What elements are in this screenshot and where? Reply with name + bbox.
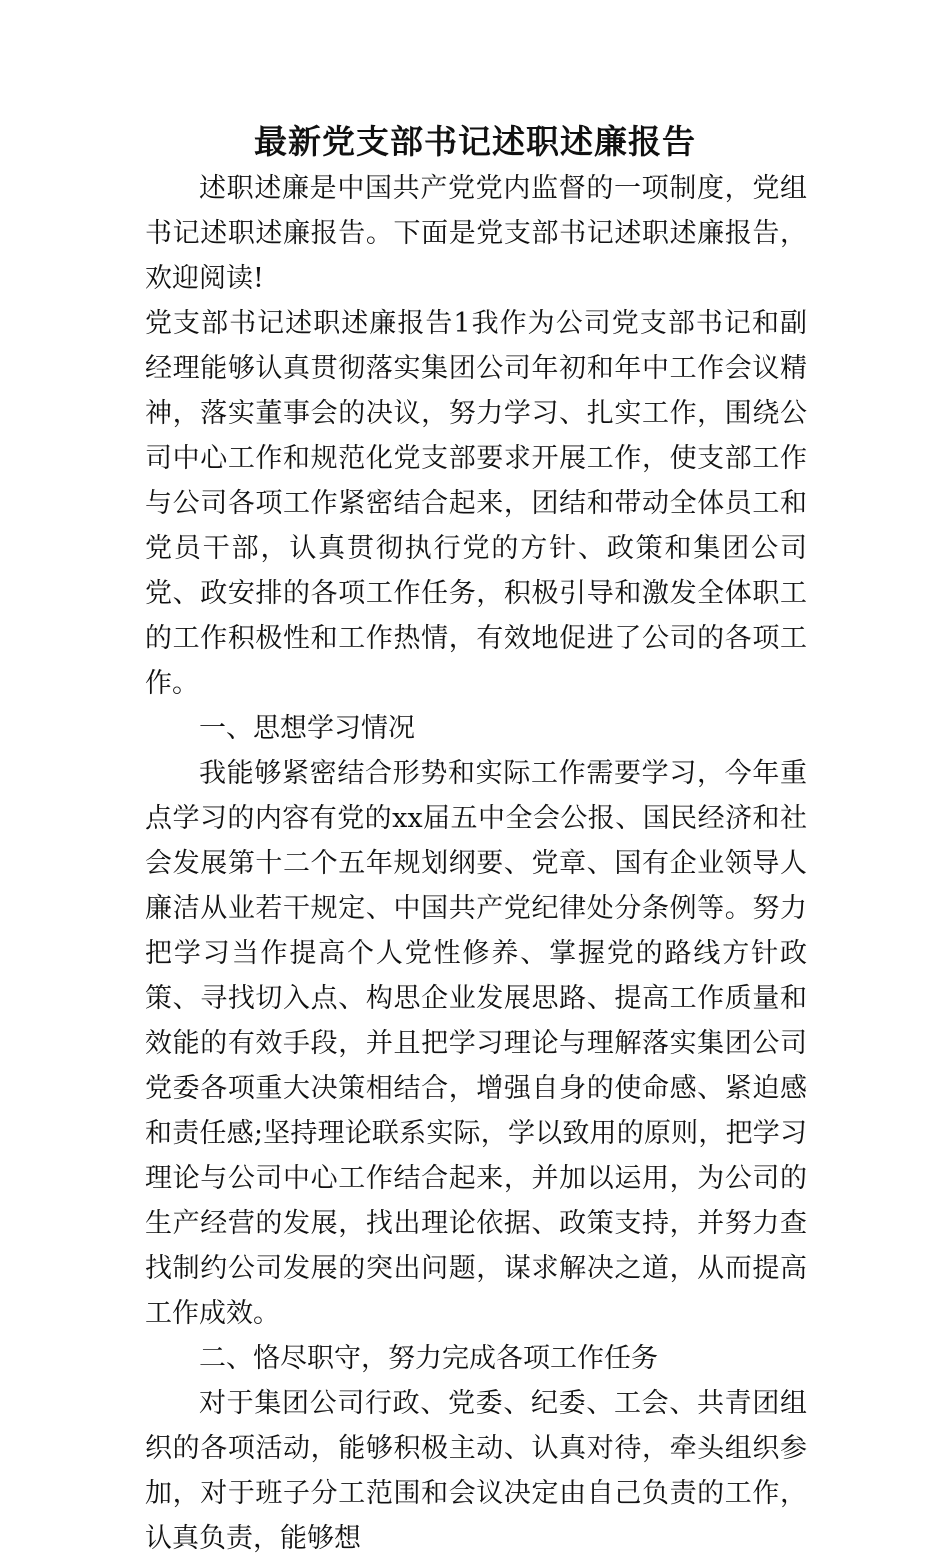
section-heading-duties: 二、恪尽职守，努力完成各项工作任务 — [199, 1343, 658, 1374]
document-body — [145, 166, 807, 1561]
paragraph-intro: 述职述廉是中国共产党党内监督的一项制度，党组书记述职述廉报告。下面是党支部书记述职述廉报告，欢迎阅读! — [145, 173, 807, 294]
paragraph-duties: 对于集团公司行政、党委、纪委、工会、共青团组织的各项活动，能够积极主动、认真对待，牵头组织参加，对于班子分工范围和会议决定由自己负责的工作，认真负责，能够想 — [145, 1388, 807, 1554]
document-title: 最新党支部书记述职述廉报告 — [254, 122, 696, 161]
section-heading-study: 一、思想学习情况 — [199, 713, 415, 744]
paragraph-report-opening: 党支部书记述职述廉报告1我作为公司党支部书记和副经理能够认真贯彻落实集团公司年初和年中工作会议精神，落实董事会的决议，努力学习、扎实工作，围绕公司中心工作和规范化党支部要求开展工作，使支部工作与公司各项工作紧密结合起来，团结和带动全体员工和党员干部，认真贯彻执行党的方针、政策和集团公司党、政安排的各项工作任务，积极引导和激发全体职工的工作积极性和工作热情，有效地促进了公司的各项工作。 — [145, 308, 807, 699]
paragraph-study: 我能够紧密结合形势和实际工作需要学习，今年重点学习的内容有党的xx届五中全会公报、国民经济和社会发展第十二个五年规划纲要、党章、国有企业领导人廉洁从业若干规定、中国共产党纪律处分条例等。努力把学习当作提高个人党性修养、掌握党的路线方针政策、寻找切入点、构思企业发展思路、提高工作质量和效能的有效手段，并且把学习理论与理解落实集团公司党委各项重大决策相结合，增强自身的使命感、紧迫感和责任感;坚持理论联系实际，学以致用的原则，把学习理论与公司中心工作结合起来，并加以运用，为公司的生产经营的发展，找出理论依据、政策支持，并努力查找制约公司发展的突出问题，谋求解决之道，从而提高工作成效。 — [145, 758, 807, 1329]
